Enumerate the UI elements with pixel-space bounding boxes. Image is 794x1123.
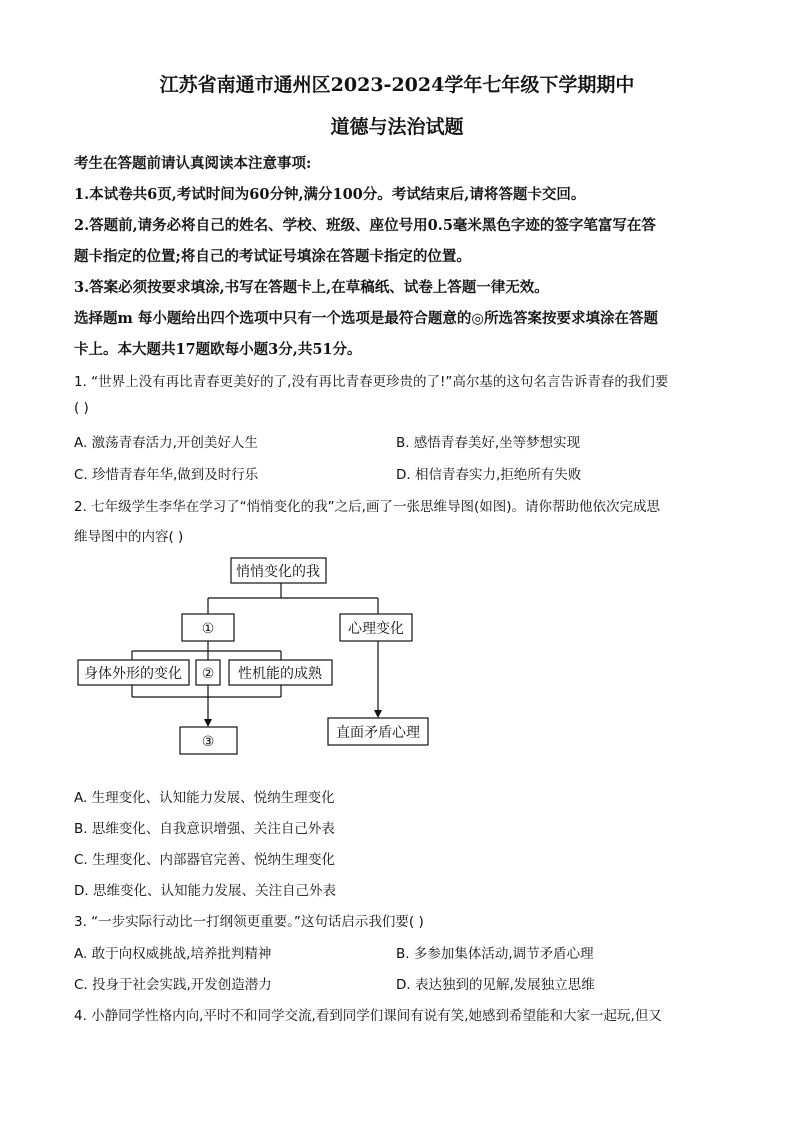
q1-stem-a: 1. “世界上没有再比青春更美好的了,没有再比青春更珍贵的了!”高尔基的这句名言告诉青春的我们要 <box>74 374 669 390</box>
node-3-label: ③ <box>201 734 215 750</box>
node-conflict-label: 直面矛盾心理 <box>336 725 420 741</box>
q2-option-c[interactable]: C. 生理变化、内部器官完善、悦纳生理变化 <box>74 852 336 868</box>
section-instruction-a: 选择题m 每小题给出四个选项中只有一个选项是最符合题意的◎所选答案按要求填涂在答题 <box>74 310 659 327</box>
q3-stem: 3. “一步实际行动比一打纲领更重要。”这句话启示我们要( ) <box>74 914 424 930</box>
q1-stem-b: ( ) <box>74 400 89 416</box>
arrowhead-n3 <box>204 719 212 727</box>
node-1-label: ① <box>201 621 215 637</box>
node-body-label: 身体外形的变化 <box>84 666 182 682</box>
exam-title-line1: 江苏省南通市通州区2023-2024学年七年级下学期期中 <box>159 74 635 96</box>
notice-heading: 考生在答题前请认真阅读本注意事项: <box>74 155 312 172</box>
q2-option-a[interactable]: A. 生理变化、认知能力发展、悦纳生理变化 <box>74 790 335 806</box>
node-root-label: 悄悄变化的我 <box>236 564 320 580</box>
notice-item-2a: 2.答题前,请务必将自己的姓名、学校、班级、座位号用0.5毫米黑色字迹的签字笔富写在答 <box>74 217 656 234</box>
q1-option-a[interactable]: A. 激荡青春活力,开创美好人生 <box>74 435 258 451</box>
q2-option-d[interactable]: D. 思维变化、认知能力发展、关注自己外表 <box>74 883 336 899</box>
q3-option-a[interactable]: A. 敢于向权威挑战,培养批判精神 <box>74 946 272 962</box>
q1-option-d[interactable]: D. 相信青春实力,拒绝所有失败 <box>396 467 582 483</box>
q3-option-d[interactable]: D. 表达独到的见解,发展独立思维 <box>396 977 595 993</box>
section-instruction-b: 卡上。本大题共17题欧每小题3分,共51分。 <box>74 341 362 358</box>
exam-title-line2: 道德与法治试题 <box>330 116 464 138</box>
q1-option-b[interactable]: B. 感悟青春美好,坐等梦想实现 <box>396 435 581 451</box>
node-sex-label: 性机能的成熟 <box>238 666 322 682</box>
arrowhead-conflict <box>374 710 382 718</box>
q2-option-b[interactable]: B. 思维变化、自我意识增强、关注自己外表 <box>74 821 335 837</box>
q1-option-c[interactable]: C. 珍惜青春年华,做到及时行乐 <box>74 467 259 483</box>
q3-option-b[interactable]: B. 多参加集体活动,调节矛盾心理 <box>396 946 594 962</box>
notice-item-2b: 题卡指定的位置;将自己的考试证号填涂在答题卡指定的位置。 <box>74 248 471 265</box>
q3-option-c[interactable]: C. 投身于社会实践,开发创造潜力 <box>74 977 272 993</box>
node-psych-label: 心理变化 <box>348 621 404 637</box>
notice-item-1: 1.本试卷共6页,考试时间为60分钟,满分100分。考试结束后,请将答题卡交回。 <box>74 186 586 203</box>
node-2-label: ② <box>201 666 215 682</box>
q2-stem-b: 维导图中的内容( ) <box>74 529 184 545</box>
q2-stem-a: 2. 七年级学生李华在学习了“悄悄变化的我”之后,画了一张思维导图(如图)。请你帮助他依次完成思 <box>74 499 660 515</box>
notice-item-3: 3.答案必须按要求填涂,书写在答题卡上,在草稿纸、试卷上答题一律无效。 <box>74 279 549 296</box>
q4-stem: 4. 小静同学性格内向,平时不和同学交流,看到同学们课间有说有笑,她感到希望能和大家一起玩,但又 <box>74 1008 662 1024</box>
